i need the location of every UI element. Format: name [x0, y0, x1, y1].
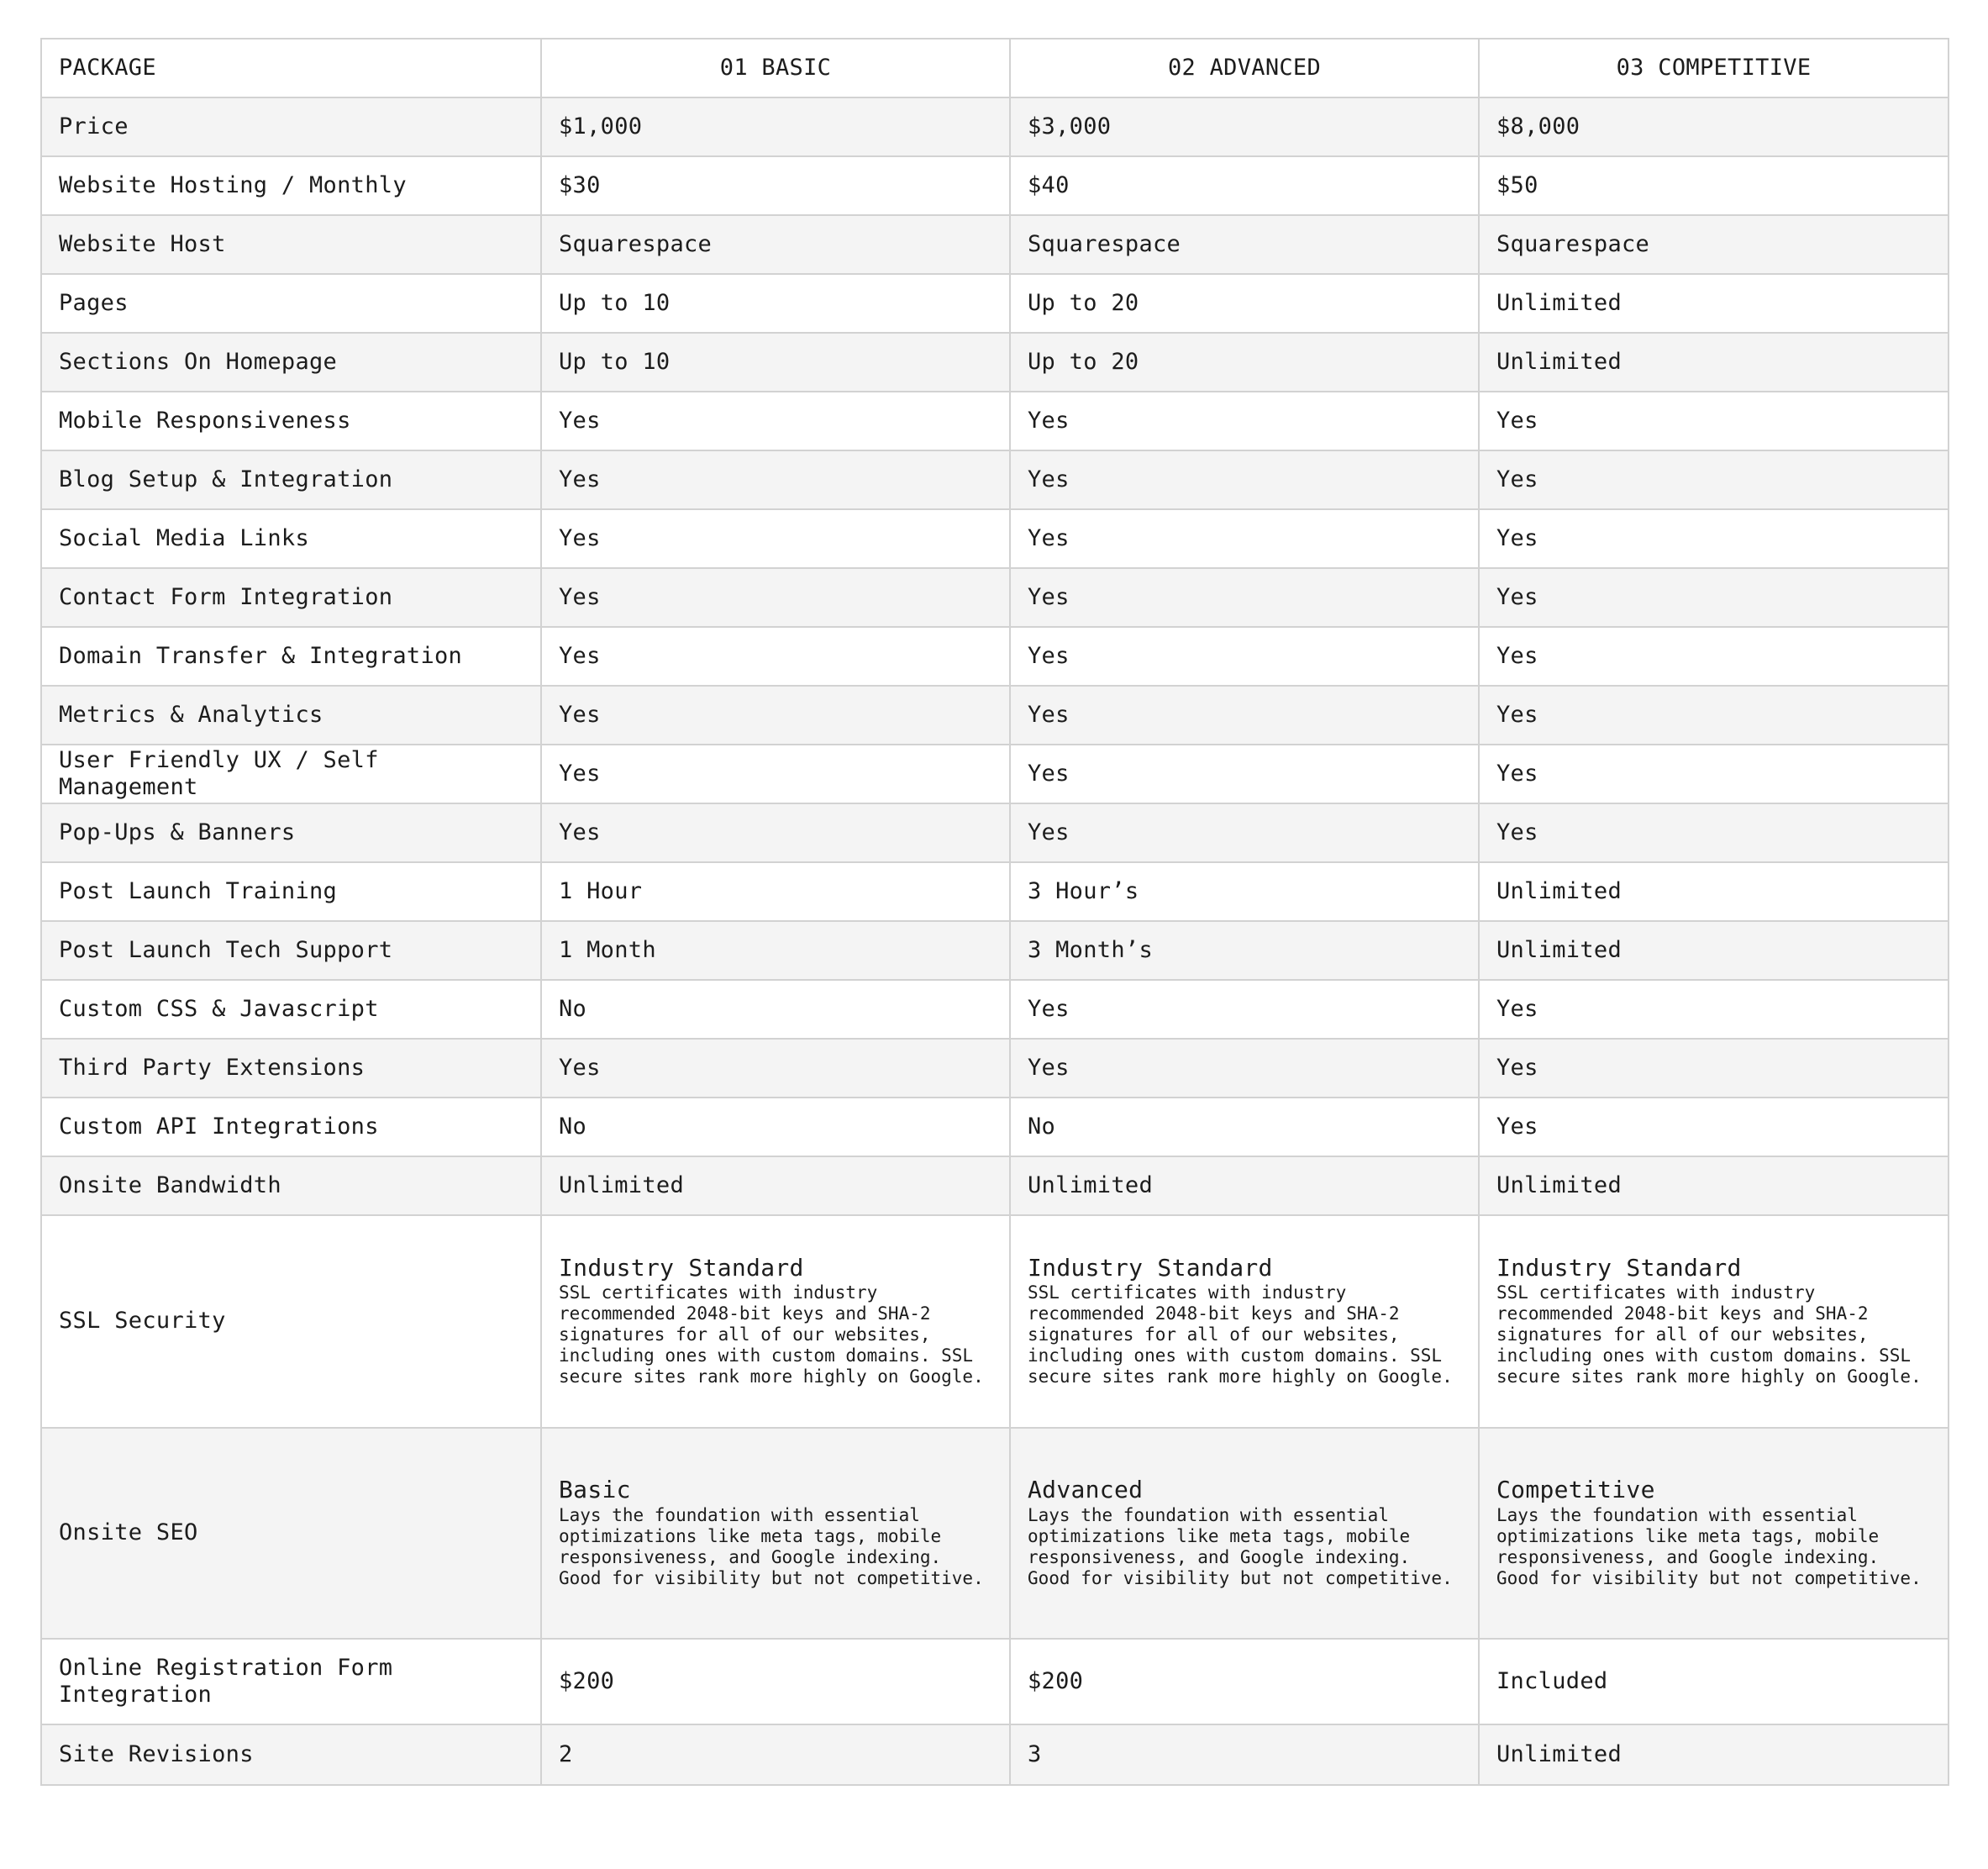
- table-row: [41, 1098, 1949, 1156]
- table-row: [41, 568, 1949, 627]
- basic-value: $200: [541, 1639, 1010, 1724]
- competitive-value: Yes: [1479, 568, 1949, 627]
- advanced-value: Yes: [1010, 627, 1479, 686]
- advanced-value: Unlimited: [1010, 1156, 1479, 1215]
- advanced-value: $200: [1010, 1639, 1479, 1724]
- basic-value: Yes: [541, 568, 1010, 627]
- advanced-value: Squarespace: [1010, 215, 1479, 274]
- advanced-value: Yes: [1010, 392, 1479, 450]
- basic-value: Yes: [541, 627, 1010, 686]
- table-row-registration-form: [41, 1639, 1949, 1724]
- row-label: Website Host: [41, 215, 541, 274]
- competitive-value: Yes: [1479, 803, 1949, 862]
- advanced-value: Yes: [1010, 745, 1479, 803]
- competitive-ssl-cell: [1479, 1215, 1949, 1428]
- table-row: [41, 862, 1949, 921]
- header-basic-package: 01 BASIC: [541, 39, 1010, 97]
- table-row: [41, 745, 1949, 803]
- header-advanced-package: 02 ADVANCED: [1010, 39, 1479, 97]
- basic-value: Unlimited: [541, 1156, 1010, 1215]
- row-label: User Friendly UX / Self Management: [41, 745, 541, 803]
- ssl-title: Industry Standard: [559, 1253, 804, 1282]
- competitive-value: $8,000: [1479, 97, 1949, 156]
- table-row: [41, 1156, 1949, 1215]
- basic-value: Squarespace: [541, 215, 1010, 274]
- seo-description: Lays the foundation with essential optimizations like meta tags, mobile responsiveness, and Google indexing. Good for visibility but not competitive.: [1496, 1504, 1922, 1588]
- row-label: Website Hosting / Monthly: [41, 156, 541, 215]
- competitive-value: Yes: [1479, 1039, 1949, 1098]
- row-label: Custom API Integrations: [41, 1098, 541, 1156]
- row-label: Mobile Responsiveness: [41, 392, 541, 450]
- row-label: Blog Setup & Integration: [41, 450, 541, 509]
- competitive-value: Unlimited: [1479, 921, 1949, 980]
- ssl-title: Industry Standard: [1028, 1253, 1273, 1282]
- advanced-value: 3: [1010, 1724, 1479, 1785]
- row-label: Contact Form Integration: [41, 568, 541, 627]
- ssl-description: SSL certificates with industry recommended 2048-bit keys and SHA-2 signatures for all of our websites, including ones with custom domains. SSL secure sites rank more highly on Google.: [1028, 1282, 1453, 1387]
- basic-value: Yes: [541, 392, 1010, 450]
- basic-value: 2: [541, 1724, 1010, 1785]
- table-row: [41, 921, 1949, 980]
- row-label: Online Registration Form Integration: [41, 1639, 541, 1724]
- table-row: [41, 803, 1949, 862]
- advanced-value: 3 Hour’s: [1010, 862, 1479, 921]
- competitive-value: Unlimited: [1479, 274, 1949, 333]
- row-label: Post Launch Tech Support: [41, 921, 541, 980]
- ssl-description: SSL certificates with industry recommended 2048-bit keys and SHA-2 signatures for all of our websites, including ones with custom domains. SSL secure sites rank more highly on Google.: [559, 1282, 984, 1387]
- competitive-value: Yes: [1479, 509, 1949, 568]
- advanced-value: Up to 20: [1010, 333, 1479, 392]
- competitive-value: Yes: [1479, 745, 1949, 803]
- competitive-value: Yes: [1479, 450, 1949, 509]
- ssl-description: SSL certificates with industry recommended 2048-bit keys and SHA-2 signatures for all of our websites, including ones with custom domains. SSL secure sites rank more highly on Google.: [1496, 1282, 1922, 1387]
- basic-value: No: [541, 1098, 1010, 1156]
- advanced-value: 3 Month’s: [1010, 921, 1479, 980]
- advanced-value: Yes: [1010, 686, 1479, 745]
- competitive-value: Unlimited: [1479, 1156, 1949, 1215]
- row-label: Post Launch Training: [41, 862, 541, 921]
- basic-value: Yes: [541, 686, 1010, 745]
- table-row: [41, 215, 1949, 274]
- advanced-value: Yes: [1010, 568, 1479, 627]
- basic-value: 1 Month: [541, 921, 1010, 980]
- seo-title: Advanced: [1028, 1476, 1144, 1504]
- table-row: [41, 392, 1949, 450]
- header-competitive-package: 03 COMPETITIVE: [1479, 39, 1949, 97]
- row-label: Pages: [41, 274, 541, 333]
- seo-title: Competitive: [1496, 1476, 1655, 1504]
- basic-value: $1,000: [541, 97, 1010, 156]
- competitive-value: Unlimited: [1479, 862, 1949, 921]
- advanced-value: Yes: [1010, 803, 1479, 862]
- ssl-title: Industry Standard: [1496, 1253, 1742, 1282]
- table-row: [41, 1039, 1949, 1098]
- seo-title: Basic: [559, 1476, 631, 1504]
- basic-value: Yes: [541, 509, 1010, 568]
- row-label: Sections On Homepage: [41, 333, 541, 392]
- row-label: Onsite SEO: [41, 1428, 541, 1639]
- advanced-value: $3,000: [1010, 97, 1479, 156]
- table-row: [41, 686, 1949, 745]
- basic-seo-cell: [541, 1428, 1010, 1639]
- seo-description: Lays the foundation with essential optimizations like meta tags, mobile responsiveness, and Google indexing. Good for visibility but not competitive.: [1028, 1504, 1453, 1588]
- table-row: [41, 97, 1949, 156]
- table-row: [41, 450, 1949, 509]
- seo-description: Lays the foundation with essential optimizations like meta tags, mobile responsiveness, and Google indexing. Good for visibility but not competitive.: [559, 1504, 984, 1588]
- advanced-value: Yes: [1010, 450, 1479, 509]
- row-label: Price: [41, 97, 541, 156]
- row-label: Pop-Ups & Banners: [41, 803, 541, 862]
- row-label: Onsite Bandwidth: [41, 1156, 541, 1215]
- basic-value: Yes: [541, 1039, 1010, 1098]
- table-row: [41, 980, 1949, 1039]
- table-row: [41, 274, 1949, 333]
- table-row-onsite-seo: [41, 1428, 1949, 1639]
- table-row: [41, 627, 1949, 686]
- basic-value: Yes: [541, 450, 1010, 509]
- table-row-site-revisions: [41, 1724, 1949, 1785]
- basic-value: $30: [541, 156, 1010, 215]
- advanced-value: Yes: [1010, 509, 1479, 568]
- advanced-value: $40: [1010, 156, 1479, 215]
- competitive-value: Unlimited: [1479, 333, 1949, 392]
- row-label: Site Revisions: [41, 1724, 541, 1785]
- competitive-value: Unlimited: [1479, 1724, 1949, 1785]
- basic-value: Yes: [541, 803, 1010, 862]
- competitive-value: Included: [1479, 1639, 1949, 1724]
- competitive-value: Yes: [1479, 392, 1949, 450]
- competitive-value: Yes: [1479, 686, 1949, 745]
- row-label: Social Media Links: [41, 509, 541, 568]
- pricing-comparison-table: [40, 38, 1949, 1786]
- basic-value: Up to 10: [541, 333, 1010, 392]
- advanced-value: Up to 20: [1010, 274, 1479, 333]
- row-label: SSL Security: [41, 1215, 541, 1428]
- row-label: Third Party Extensions: [41, 1039, 541, 1098]
- basic-value: Yes: [541, 745, 1010, 803]
- competitive-seo-cell: [1479, 1428, 1949, 1639]
- table-row-ssl-security: [41, 1215, 1949, 1428]
- competitive-value: Squarespace: [1479, 215, 1949, 274]
- row-label: Metrics & Analytics: [41, 686, 541, 745]
- advanced-ssl-cell: [1010, 1215, 1479, 1428]
- advanced-seo-cell: [1010, 1428, 1479, 1639]
- advanced-value: Yes: [1010, 1039, 1479, 1098]
- basic-value: Up to 10: [541, 274, 1010, 333]
- basic-value: No: [541, 980, 1010, 1039]
- competitive-value: Yes: [1479, 627, 1949, 686]
- competitive-value: Yes: [1479, 1098, 1949, 1156]
- row-label: Custom CSS & Javascript: [41, 980, 541, 1039]
- row-label: Domain Transfer & Integration: [41, 627, 541, 686]
- header-package-label: PACKAGE: [41, 39, 541, 97]
- basic-ssl-cell: [541, 1215, 1010, 1428]
- competitive-value: $50: [1479, 156, 1949, 215]
- table-header-row: [41, 39, 1949, 97]
- table-row: [41, 333, 1949, 392]
- competitive-value: Yes: [1479, 980, 1949, 1039]
- advanced-value: Yes: [1010, 980, 1479, 1039]
- table-row: [41, 509, 1949, 568]
- basic-value: 1 Hour: [541, 862, 1010, 921]
- advanced-value: No: [1010, 1098, 1479, 1156]
- table-row: [41, 156, 1949, 215]
